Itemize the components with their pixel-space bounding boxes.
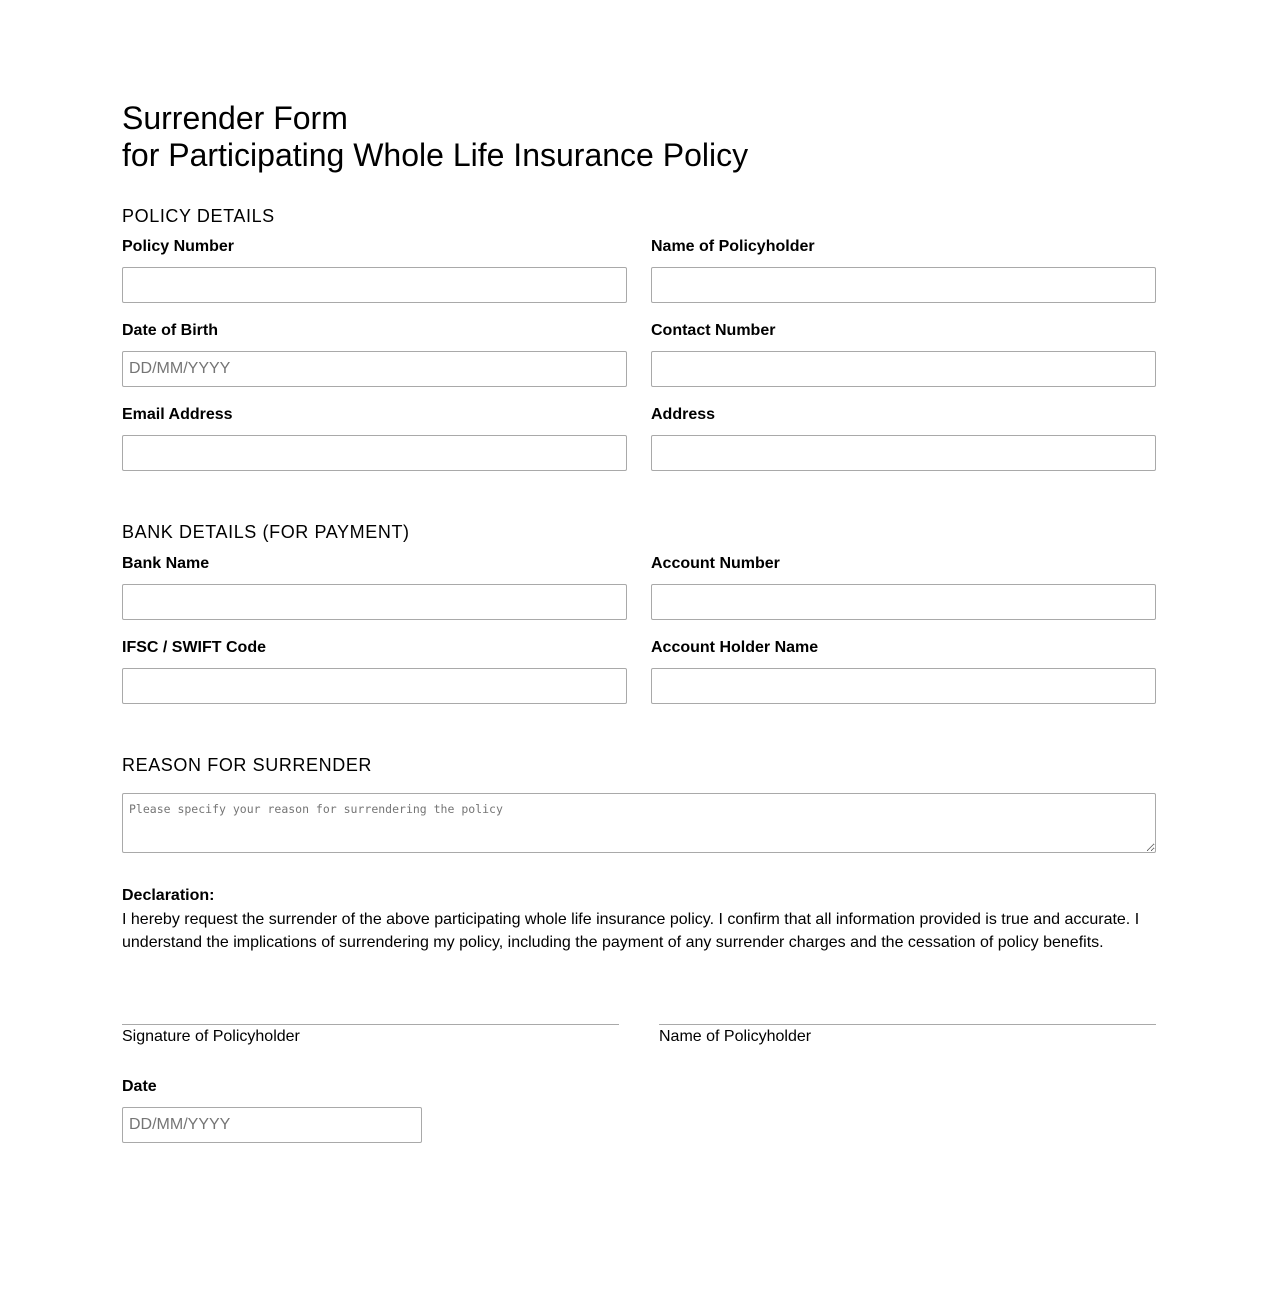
declaration-label: Declaration: [122, 887, 215, 904]
signature-line [122, 1024, 619, 1025]
signature-label: Signature of Policyholder [122, 1028, 300, 1045]
form-subtitle: for Participating Whole Life Insurance Policy [122, 137, 749, 173]
date-of-birth-input[interactable] [122, 351, 627, 387]
date-label: Date [122, 1078, 157, 1095]
policyholder-name-label: Name of Policyholder [651, 238, 815, 255]
account-number-input[interactable] [651, 584, 1156, 620]
email-input[interactable] [122, 435, 627, 471]
contact-number-input[interactable] [651, 351, 1156, 387]
declaration-text: I hereby request the surrender of the above participating whole life insurance policy. I confirm that all information provided is true and accurate. I understand the implications of surrendering my policy, including the payment of any surrender charges and the cessation of policy benefits. [122, 911, 1140, 951]
ifsc-swift-label: IFSC / SWIFT Code [122, 639, 266, 656]
policy-details-heading: POLICY DETAILS [122, 206, 275, 226]
name-signature-label: Name of Policyholder [659, 1028, 812, 1045]
account-holder-label: Account Holder Name [651, 639, 819, 656]
reason-textarea[interactable] [122, 793, 1156, 853]
contact-number-label: Contact Number [651, 322, 776, 339]
address-input[interactable] [651, 435, 1156, 471]
ifsc-swift-input[interactable] [122, 668, 627, 704]
policy-number-input[interactable] [122, 267, 627, 303]
account-holder-input[interactable] [651, 668, 1156, 704]
policy-number-label: Policy Number [122, 238, 235, 255]
bank-details-heading: BANK DETAILS (FOR PAYMENT) [122, 522, 410, 542]
email-label: Email Address [122, 406, 233, 423]
bank-name-input[interactable] [122, 584, 627, 620]
address-label: Address [651, 406, 716, 423]
name-signature-line [659, 1024, 1156, 1025]
date-of-birth-label: Date of Birth [122, 322, 218, 339]
bank-name-label: Bank Name [122, 555, 210, 572]
account-number-label: Account Number [651, 555, 780, 572]
policyholder-name-input[interactable] [651, 267, 1156, 303]
date-input[interactable] [122, 1107, 422, 1143]
reason-heading: REASON FOR SURRENDER [122, 755, 373, 775]
form-title: Surrender Form [122, 100, 348, 136]
